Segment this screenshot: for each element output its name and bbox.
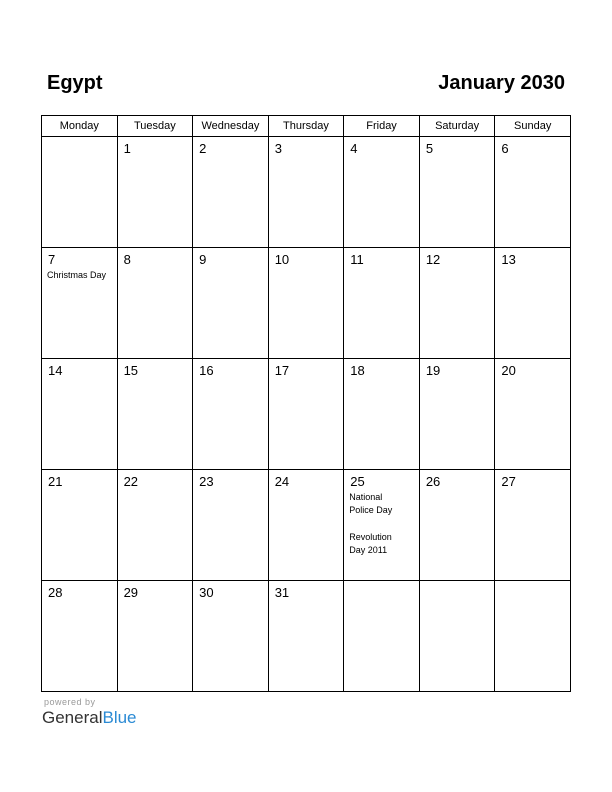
- day-number: [42, 137, 117, 141]
- day-number: 28: [48, 585, 63, 600]
- weekday-saturday: Saturday: [419, 116, 495, 137]
- day-number: 18: [350, 363, 365, 378]
- month-title: January 2030: [438, 72, 565, 94]
- day-number: [344, 581, 419, 585]
- day-cell: [268, 581, 344, 692]
- day-number: 10: [274, 252, 290, 267]
- day-cell: [117, 359, 193, 470]
- day-number: [420, 581, 495, 585]
- day-number: 1: [123, 141, 131, 156]
- week-row-1: [42, 137, 571, 248]
- weekday-header-row: [42, 116, 571, 137]
- day-number: 24: [274, 474, 290, 489]
- day-number: 3: [274, 141, 282, 156]
- day-cell: [42, 359, 118, 470]
- day-number: 16: [199, 363, 214, 378]
- day-cell: [193, 470, 269, 581]
- day-cell: [117, 581, 193, 692]
- generalblue-logo: [42, 709, 137, 727]
- day-cell: [419, 470, 495, 581]
- day-cell: [268, 470, 344, 581]
- day-cell: [419, 248, 495, 359]
- day-number: 19: [425, 363, 441, 378]
- day-number: 21: [48, 474, 63, 489]
- day-number: 31: [274, 585, 290, 600]
- day-cell: [42, 470, 118, 581]
- day-cell: [419, 137, 495, 248]
- day-cell: [344, 359, 420, 470]
- day-cell: [495, 137, 571, 248]
- day-number: 12: [425, 252, 441, 267]
- day-number: 17: [274, 363, 290, 378]
- day-number: 4: [350, 141, 358, 156]
- week-row-4: [42, 470, 571, 581]
- day-number: 23: [199, 474, 214, 489]
- day-cell: [419, 581, 495, 692]
- day-number: 13: [501, 252, 516, 267]
- brand-general: General: [42, 708, 103, 727]
- day-cell: [344, 581, 420, 692]
- brand-blue: Blue: [102, 708, 137, 727]
- day-cell: [268, 248, 344, 359]
- day-cell: [495, 470, 571, 581]
- calendar-grid: [41, 115, 571, 692]
- weekday-wednesday: Wednesday: [193, 116, 269, 137]
- day-number: 6: [501, 141, 509, 156]
- holiday-label: Revolution Day 2011: [349, 532, 392, 555]
- day-number: [495, 581, 570, 585]
- holiday-label: National Police Day: [349, 492, 393, 515]
- day-cell: [42, 137, 118, 248]
- day-number: 25: [350, 474, 365, 489]
- day-cell: [268, 137, 344, 248]
- powered-by-text: powered by: [44, 697, 96, 707]
- day-cell: [193, 137, 269, 248]
- weekday-sunday: Sunday: [495, 116, 571, 137]
- day-number: 7: [48, 252, 56, 267]
- week-row-2: [42, 248, 571, 359]
- week-row-5: [42, 581, 571, 692]
- footer-logo[interactable]: [42, 697, 137, 727]
- day-cell: [117, 248, 193, 359]
- day-cell: [495, 248, 571, 359]
- day-number: 9: [199, 252, 207, 267]
- day-cell: [344, 248, 420, 359]
- day-number: 11: [350, 252, 364, 267]
- weekday-monday: Monday: [42, 116, 118, 137]
- day-cell: [193, 581, 269, 692]
- day-cell: [42, 248, 118, 359]
- day-cell: [419, 359, 495, 470]
- day-number: 5: [425, 141, 434, 156]
- country-title: Egypt: [47, 72, 103, 94]
- day-number: 26: [425, 474, 441, 489]
- day-number: 8: [123, 252, 131, 267]
- day-cell: [344, 137, 420, 248]
- day-cell: [42, 581, 118, 692]
- day-cell: [193, 248, 269, 359]
- day-number: 29: [123, 585, 139, 600]
- day-cell: [344, 470, 420, 581]
- weekday-tuesday: Tuesday: [117, 116, 193, 137]
- day-cell: [193, 359, 269, 470]
- day-cell: [117, 470, 193, 581]
- day-cell: [495, 359, 571, 470]
- day-cell: [268, 359, 344, 470]
- weekday-friday: Friday: [344, 116, 420, 137]
- holiday-label: Christmas Day: [47, 270, 107, 280]
- week-row-3: [42, 359, 571, 470]
- day-number: 14: [48, 363, 63, 378]
- day-number: 22: [123, 474, 139, 489]
- day-number: 2: [199, 141, 207, 156]
- weekday-thursday: Thursday: [268, 116, 344, 137]
- day-cell: [117, 137, 193, 248]
- day-number: 27: [501, 474, 516, 489]
- day-number: 30: [199, 585, 214, 600]
- day-number: 15: [123, 363, 139, 378]
- day-cell: [495, 581, 571, 692]
- day-number: 20: [501, 363, 516, 378]
